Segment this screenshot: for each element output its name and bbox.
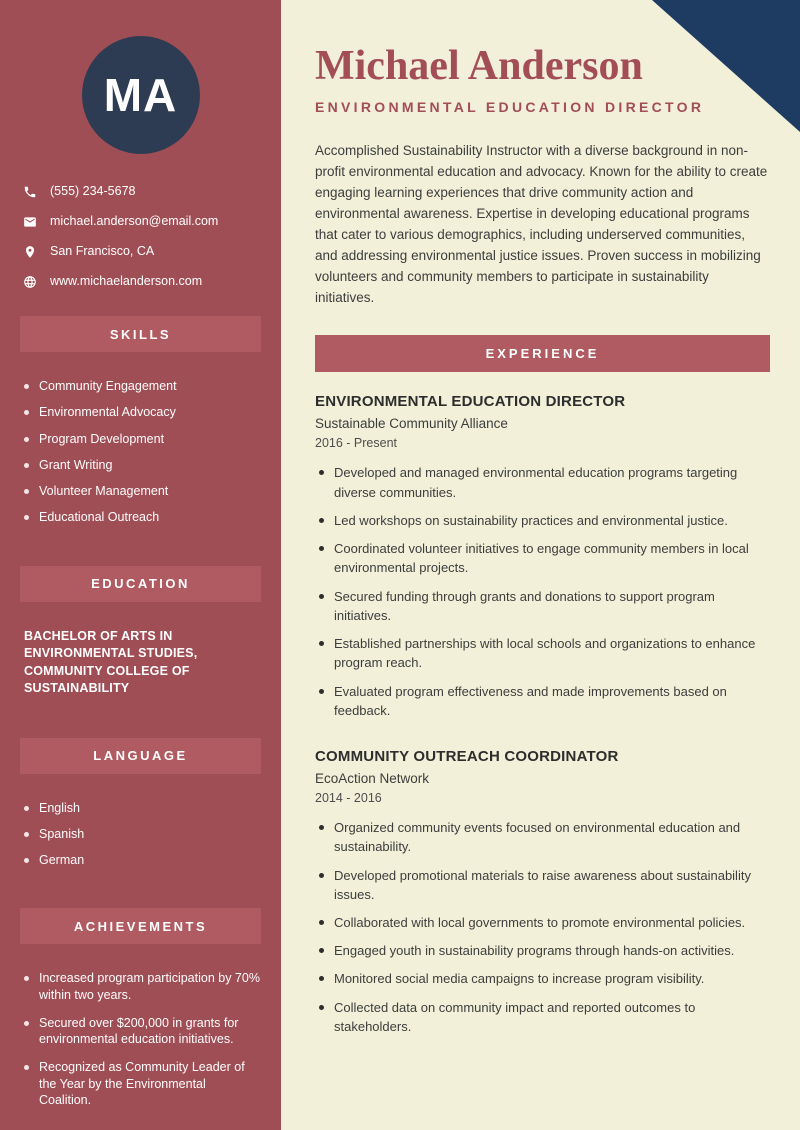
contact-website-text: www.michaelanderson.com — [50, 274, 203, 288]
location-pin-icon — [22, 244, 37, 259]
skill-item: Volunteer Management — [24, 483, 261, 499]
contact-email-row — [22, 214, 259, 229]
globe-icon — [22, 274, 37, 289]
contact-website-row — [22, 274, 259, 289]
candidate-name: Michael Anderson — [315, 43, 643, 89]
job-dates: 2014 - 2016 — [315, 791, 382, 806]
job-bullet: Coordinated volunteer initiatives to engage community members in local environmental projects. — [315, 539, 770, 577]
job-title: ENVIRONMENTAL EDUCATION DIRECTOR — [315, 393, 626, 411]
achievements-heading: ACHIEVEMENTS — [20, 908, 261, 944]
sidebar — [0, 0, 281, 1130]
job-bullet: Collected data on community impact and reported outcomes to stakeholders. — [315, 998, 770, 1036]
job-bullet: Established partnerships with local schools and organizations to enhance program reach. — [315, 634, 770, 672]
contact-phone-text: (555) 234-5678 — [50, 184, 136, 198]
job-bullet: Developed and managed environmental education programs targeting diverse communities. — [315, 463, 770, 501]
job-bullet: Evaluated program effectiveness and made improvements based on feedback. — [315, 682, 770, 720]
achievement-item: Increased program participation by 70% within two years. — [24, 970, 261, 1003]
achievement-item: Secured over $200,000 in grants for environmental education initiatives. — [24, 1015, 261, 1048]
avatar — [82, 36, 200, 154]
job-bullet: Organized community events focused on environmental education and sustainability. — [315, 818, 770, 856]
language-item: English — [24, 800, 261, 816]
job-bullet-list — [315, 463, 770, 720]
main-content — [281, 0, 800, 1130]
email-icon — [22, 214, 37, 229]
contact-section — [0, 184, 281, 289]
job-bullet: Led workshops on sustainability practices and environmental justice. — [315, 511, 770, 530]
language-list — [0, 774, 281, 869]
contact-email-text: michael.anderson@email.com — [50, 214, 219, 228]
skills-heading: SKILLS — [20, 316, 261, 352]
skill-item: Program Development — [24, 431, 261, 447]
job-entry-2 — [315, 748, 770, 1036]
job-bullet-list — [315, 818, 770, 1036]
achievement-item: Recognized as Community Leader of the Year by the Environmental Coalition. — [24, 1059, 261, 1108]
skills-list — [0, 352, 281, 526]
education-heading: EDUCATION — [20, 566, 261, 602]
achievements-list — [0, 944, 281, 1108]
experience-heading: EXPERIENCE — [315, 335, 770, 372]
skill-item: Community Engagement — [24, 378, 261, 394]
skill-item: Educational Outreach — [24, 509, 261, 525]
contact-location-text: San Francisco, CA — [50, 244, 155, 258]
contact-phone-row — [22, 184, 259, 199]
language-heading: LANGUAGE — [20, 738, 261, 774]
job-entry-1 — [315, 393, 770, 720]
language-item: German — [24, 852, 261, 868]
education-degree: BACHELOR OF ARTS IN ENVIRONMENTAL STUDIES, COMMUNITY COLLEGE OF SUSTAINABILITY — [24, 628, 198, 695]
job-bullet: Developed promotional materials to raise awareness about sustainability issues. — [315, 866, 770, 904]
contact-location-row — [22, 244, 259, 259]
job-company: Sustainable Community Alliance — [315, 416, 508, 432]
avatar-initials: MA — [103, 69, 178, 121]
skill-item: Environmental Advocacy — [24, 404, 261, 420]
job-dates: 2016 - Present — [315, 436, 397, 451]
phone-icon — [22, 184, 37, 199]
skill-item: Grant Writing — [24, 457, 261, 473]
summary-text: Accomplished Sustainability Instructor with a diverse background in non-profit environmental education and advocacy. Known for the ability to create engaging learning experiences that drive community action and environmental awareness. Expertise in developing educational programs that cater to various demographics, including underserved communities, and addressing environmental justice issues. Proven success in mobilizing volunteers and community members to participate in sustainability initiatives. — [315, 143, 768, 306]
job-title: COMMUNITY OUTREACH COORDINATOR — [315, 748, 619, 766]
job-bullet: Secured funding through grants and donations to support program initiatives. — [315, 587, 770, 625]
job-bullet: Collaborated with local governments to promote environmental policies. — [315, 913, 770, 932]
language-item: Spanish — [24, 826, 261, 842]
candidate-title: ENVIRONMENTAL EDUCATION DIRECTOR — [315, 99, 705, 116]
job-company: EcoAction Network — [315, 771, 430, 787]
job-bullet: Monitored social media campaigns to increase program visibility. — [315, 969, 770, 988]
job-bullet: Engaged youth in sustainability programs through hands-on activities. — [315, 941, 770, 960]
